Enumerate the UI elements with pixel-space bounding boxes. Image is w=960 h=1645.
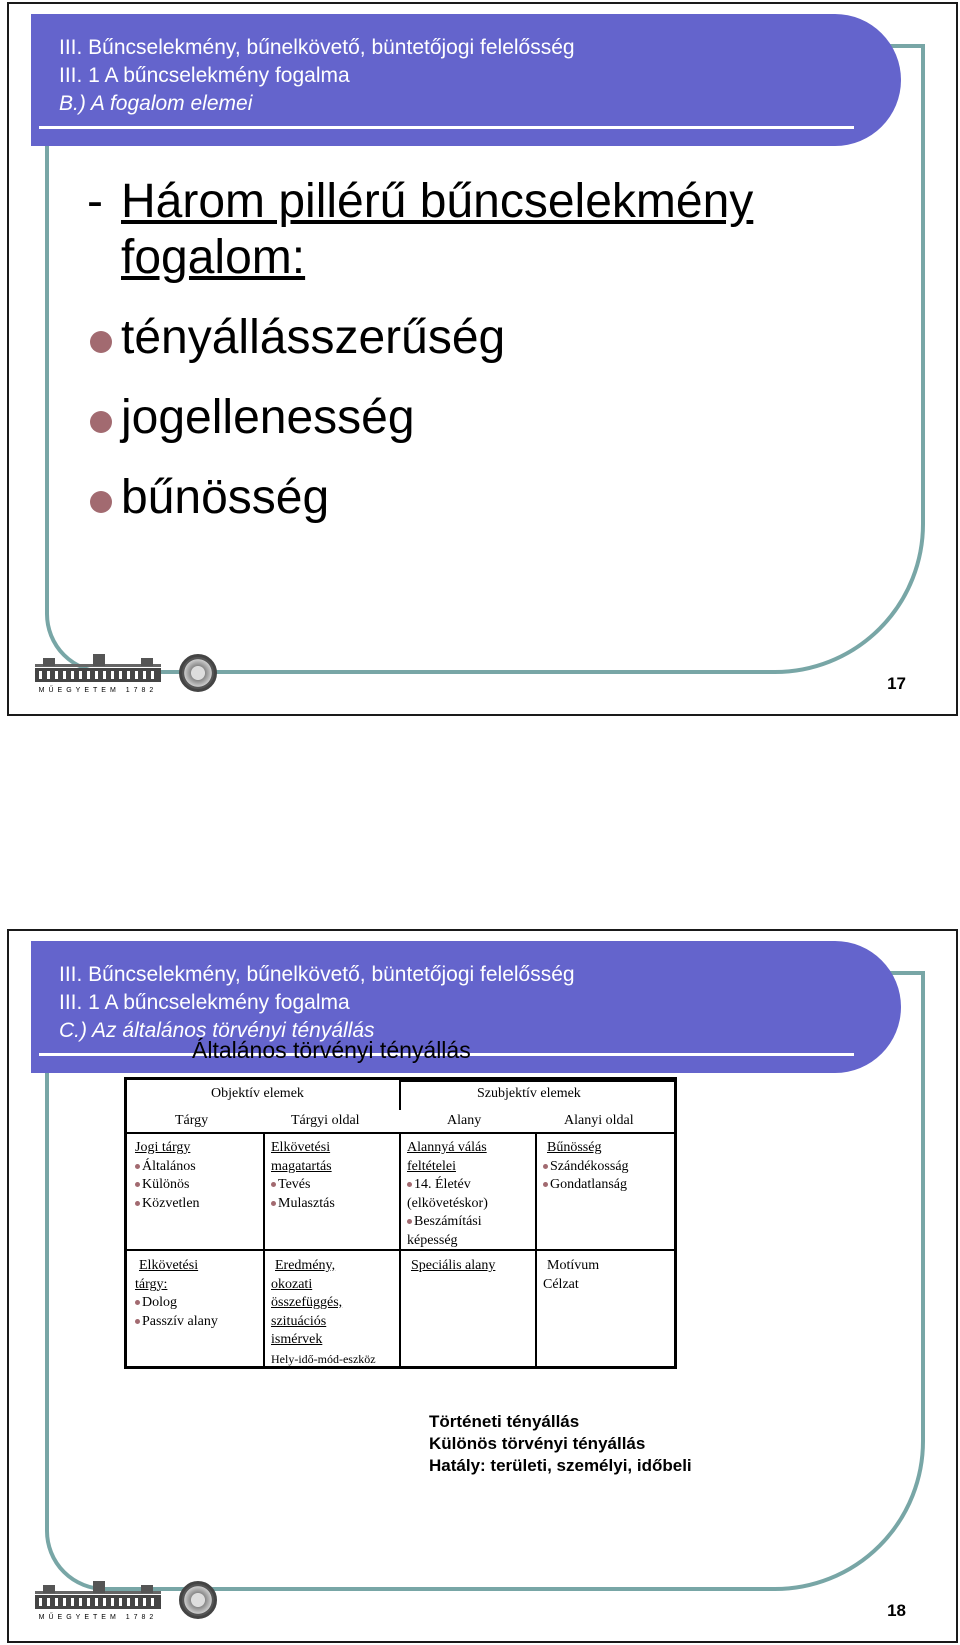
bullet-dot-icon [271, 1201, 276, 1206]
col-header-targyi-oldal: Tárgyi oldal [291, 1113, 360, 1128]
note-line: Történeti tényállás [429, 1412, 580, 1431]
cell-elkovetesi-targy: Elkövetési tárgy: Dolog Passzív alany [135, 1258, 218, 1329]
col-header-alany: Alany [447, 1113, 482, 1128]
banner-divider [39, 126, 854, 129]
slide-content [87, 174, 753, 538]
cell-alannya-valas: Alannyá válás feltételei 14. Életév (elkövetéskor) Beszámítási képesség [407, 1140, 488, 1248]
page-number: 18 [887, 1601, 906, 1620]
header-line-3: B.) A fogalom elemei [59, 92, 253, 115]
bullet-dot-icon [407, 1219, 412, 1224]
group-header-objective: Objektív elemek [211, 1086, 304, 1101]
slide-17 [7, 2, 958, 716]
bullet-dot-icon [90, 491, 112, 513]
header-line-1: III. Bűncselekmény, bűnelkövető, büntetőjogi felelősség [59, 963, 575, 986]
col-header-targy: Tárgy [175, 1113, 209, 1128]
cell-jogi-targy: Jogi tárgy Általános Különös Közvetlen [135, 1140, 200, 1211]
header-line-3: C.) Az általános törvényi tényállás [59, 1019, 375, 1042]
university-logo-icon [33, 1581, 163, 1621]
svg-text:MŰEGYETEM 1782: MŰEGYETEM 1782 [38, 1614, 158, 1621]
bullet-dot-icon [543, 1182, 548, 1187]
note-line: Hatály: területi, személyi, időbeli [429, 1456, 692, 1475]
bullet-dot-icon [135, 1164, 140, 1169]
bullet-item: jogellenesség [87, 378, 753, 458]
group-header-subjective: Szubjektív elemek [477, 1086, 581, 1101]
page-number: 17 [887, 674, 906, 693]
cell-bunosseg: Bűnösség Szándékosság Gondatlanság [543, 1139, 629, 1195]
header-line-2: III. 1 A bűncselekmény fogalma [59, 64, 350, 87]
bullet-dot-icon [90, 411, 112, 433]
header-line-1: III. Bűncselekmény, bűnelkövető, büntetőjogi felelősség [59, 36, 575, 59]
bullet-dot-icon [135, 1201, 140, 1206]
cell-specialis-alany: Speciális alany [411, 1258, 496, 1273]
bullet-item: bűnösség [87, 458, 753, 538]
table-title: Általános törvényi tényállás [192, 1037, 471, 1063]
seal-emblem-icon [179, 654, 217, 692]
bullet-dot-icon [135, 1182, 140, 1187]
slide-18 [7, 929, 958, 1643]
bullet-dot-icon [543, 1164, 548, 1169]
university-logo-icon [33, 654, 163, 694]
heading-line-1: - Három pillérű bűncselekmény [87, 175, 754, 228]
elements-table [124, 1077, 677, 1369]
cell-motivum-celzat: Motívum Célzat [543, 1258, 600, 1292]
cell-elkovetesi-magatartas: Elkövetési magatartás Tevés Mulasztás [271, 1140, 335, 1211]
seal-emblem-icon [179, 1581, 217, 1619]
cell-eredmeny: Eredmény, okozati összefüggés, szituációs ismérvek Hely-idő-mód-eszköz [271, 1258, 376, 1366]
col-header-alanyi-oldal: Alanyi oldal [564, 1113, 634, 1128]
bullet-dot-icon [90, 331, 112, 353]
note-line: Különös törvényi tényállás [429, 1434, 646, 1453]
notes-block [429, 1411, 692, 1477]
bullet-dot-icon [271, 1182, 276, 1187]
heading-line-2: fogalom: [121, 231, 306, 284]
svg-text:MŰEGYETEM 1782: MŰEGYETEM 1782 [38, 687, 158, 694]
header-line-2: III. 1 A bűncselekmény fogalma [59, 991, 350, 1014]
bullet-dot-icon [407, 1182, 412, 1187]
bullet-dot-icon [135, 1300, 140, 1305]
bullet-item: tényállásszerűség [87, 298, 753, 378]
bullet-dot-icon [135, 1319, 140, 1324]
